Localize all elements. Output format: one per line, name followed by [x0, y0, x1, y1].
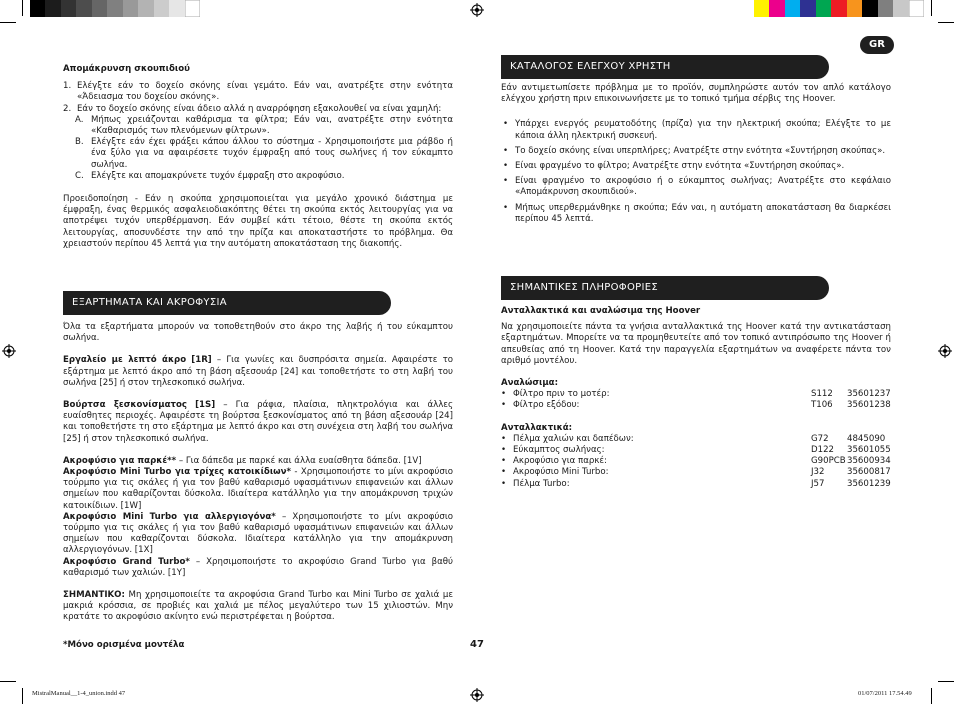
accessory-paragraph: Ακροφύσιο Mini Turbo για αλλεργιογόνα* – Χρησιμοποιήστε το μίνι ακροφύσιο τούρμπο για τις σκάλες ή για τον βαθύ καθαρισμό υφασμάτινων επιφανειών και άλλων σημείων που καθαρίζονται δύσκολα. Ιδιαίτερα κατάλληλο για την απομάκρυνση αλλεργιογόνων. [1X] [63, 511, 454, 556]
color-swatch [785, 0, 801, 17]
color-swatch [847, 0, 863, 17]
color-swatch [185, 0, 201, 17]
grayscale-color-bar [30, 0, 200, 17]
subtitle: Ανταλλακτικά και αναλώσιμα της Hoover [501, 306, 701, 316]
file-slug: MistralManual__1-4_union.indd 47 [32, 690, 126, 697]
intro-paragraph: Να χρησιμοποιείτε πάντα τα γνήσια ανταλλακτικά της Hoover κατά την αντικατάσταση εξαρτημάτων. Μπορείτε να τα προμηθευτείτε από τον τοπικό αντιπρόσωπο της Hoover ή απευθείας από τη Hoover. Κατά την παραγγελία εξαρτημάτων να αναφέρετε πάντα τον αριθμό μοντέλου. [501, 322, 891, 366]
footnote: *Μόνο ορισμένα μοντέλα [63, 640, 185, 650]
registration-mark-left [2, 344, 16, 358]
part-row: • Ακροφύσιο για παρκέ: G90PCB 35600934 [501, 456, 891, 467]
checklist-item: • Μήπως υπερθερμάνθηκε η σκούπα; Εάν ναι, η αυτόματη αποκατάσταση θα διαρκέσει περίπου 45 λεπτά. [503, 202, 891, 224]
color-swatch [816, 0, 832, 17]
part-name: Πέλμα Turbo: [513, 478, 570, 489]
part-number: 35601237 [847, 389, 891, 400]
part-row: • Πέλμα χαλιών και δαπέδων: G72 4845090 [501, 433, 886, 444]
part-name: Φίλτρο πριν το μοτέρ: [513, 389, 610, 400]
color-swatch [92, 0, 108, 17]
crop-mark [931, 688, 932, 704]
part-number: 4845090 [847, 433, 886, 444]
list-item: 2. Εάν το δοχείο σκόνης είναι άδειο αλλά η αναρρόφηση εξακολουθεί να είναι χαμηλή: [63, 103, 442, 114]
part-code: S112 [811, 389, 833, 400]
accessory-paragraph: Ακροφύσιο για παρκέ** – Για δάπεδα με παρκέ και άλλα ευαίσθητα δάπεδα. [1V] [63, 455, 422, 466]
checklist-item: • Είναι φραγμένο το ακροφύσιο ή ο εύκαμπτος σωλήνας; Ανατρέξτε στο κεφάλαιο «Απομάκρυνση σκουπιδιού». [503, 176, 891, 198]
section-bar-checklist: ΚΑΤΑΛΟΓΟΣ ΕΛΕΓΧΟΥ ΧΡΗΣΤΗ [501, 55, 829, 79]
part-name: Πέλμα χαλιών και δαπέδων: [513, 433, 634, 444]
part-code: D122 [811, 444, 835, 455]
color-swatch [909, 0, 925, 17]
left-section-troubleshooting [63, 64, 453, 250]
list-item: 1. Ελέγξτε εάν το δοχείο σκόνης είναι γεμάτο. Εάν ναι, ανατρέξτε στην ενότητα «Άδειασμα του δοχείου σκόνης». [63, 81, 453, 103]
section-title: Απομάκρυνση σκουπιδιού [63, 64, 190, 74]
color-swatch [107, 0, 123, 17]
spares-title: Ανταλλακτικά: [501, 422, 573, 433]
checklist-item: • Υπάρχει ενεργός ρευματοδότης (πρίζα) για την ηλεκτρική σκούπα; Ελέγξτε το με κάποια άλλη ηλεκτρική συσκευή. [503, 119, 891, 141]
crop-mark [931, 0, 932, 16]
date-slug: 01/07/2011 17.54.49 [858, 690, 912, 697]
registration-mark-bottom [470, 688, 484, 702]
part-code: T106 [811, 400, 833, 411]
language-badge: GR [860, 36, 894, 54]
part-number: 35601055 [847, 444, 891, 455]
checklist-item: • Είναι φραγμένο το φίλτρο; Ανατρέξτε στην ενότητα «Συντήρηση σκούπας». [503, 161, 845, 172]
part-name: Φίλτρο εξόδου: [513, 400, 580, 411]
color-swatch [893, 0, 909, 17]
color-swatch [754, 0, 770, 17]
section-bar-important-info: ΣΗΜΑΝΤΙΚΕΣ ΠΛΗΡΟΦΟΡΙΕΣ [501, 276, 829, 300]
right-section-checklist [501, 83, 891, 229]
intro-paragraph: Εάν αντιμετωπίσετε πρόβλημα με το προϊόν, συμπληρώστε αυτόν τον απλό κατάλογο ελέγχου χρήστη πριν επικοινωνήσετε με το τοπικό τμήμα σέρβις της Hoover. [501, 83, 891, 105]
crop-mark [0, 22, 16, 23]
section-bar-accessories: ΕΞΑΡΤΗΜΑΤΑ ΚΑΙ ΑΚΡΟΦΥΣΙΑ [63, 291, 391, 315]
spares-list [501, 434, 891, 490]
registration-mark-right [938, 344, 952, 358]
part-name: Ακροφύσιο Mini Turbo: [513, 467, 609, 478]
part-row: • Εύκαμπτος σωλήνας: D122 35601055 [501, 444, 891, 455]
color-swatch [154, 0, 170, 17]
accessory-paragraph: Εργαλείο με λεπτό άκρο [1R] – Για γωνίες και δυσπρόσιτα σημεία. Αφαιρέστε το εξάρτημα με λεπτό άκρο από τη βάση αξεσουάρ [24] και τοποθετήστε το στη λαβή του σωλήνα [25] ή στον τηλεσκοπικό σωλήνα. [63, 355, 453, 388]
consumables-list [501, 389, 891, 411]
checklist [501, 119, 891, 225]
crop-mark [938, 22, 954, 23]
crop-mark [0, 681, 16, 682]
color-swatch [769, 0, 785, 17]
warning-paragraph: Προειδοποίηση - Εάν η σκούπα χρησιμοποιείται για μεγάλο χρονικό διάστημα με έμφραξη, ένας θερμικός ασφαλειοδιακόπτης θέτει τη σκούπα εκτός λειτουργίας για να αποτρέψει τυχόν υπερθέρμανση. Εάν συμβεί κάτι τέτοιο, θέστε τη σκούπα εκτός λειτουργίας, αποσυνδέστε την από την πρίζα και αποκαταστήστε το πρόβλημα. Θα χρειαστούν περίπου 45 λεπτά για την αυτόματη αποκατάσταση της διακοπής. [63, 194, 453, 249]
color-swatch [45, 0, 61, 17]
intro-paragraph: Όλα τα εξαρτήματα μπορούν να τοποθετηθούν στο άκρο της λαβής ή του εύκαμπτου σωλήνα. [63, 322, 453, 344]
left-section-accessories [63, 322, 453, 624]
part-name: Ακροφύσιο για παρκέ: [513, 456, 607, 467]
part-name: Εύκαμπτος σωλήνας: [513, 444, 605, 455]
crop-mark [22, 688, 23, 704]
sub-list-item: A. Μήπως χρειάζονται καθάρισμα τα φίλτρα; Εάν ναι, ανατρέξτε στην ενότητα «Καθαρισμός των πλενόμενων φίλτρων». [75, 114, 453, 137]
part-row: • Φίλτρο εξόδου: T106 35601238 [501, 400, 891, 411]
color-swatch [123, 0, 139, 17]
part-code: J57 [811, 478, 825, 489]
sub-list-item: B. Ελέγξτε εάν έχει φράξει κάπου άλλου το σύστημα - Χρησιμοποιήστε μια ράβδο ή ένα ξύλο για να αφαιρέσετε τυχόν έμφραξη από τους σωλήνες ή τον εύκαμπτο σωλήνα. [75, 137, 453, 170]
part-row: • Ακροφύσιο Mini Turbo: J32 35600817 [501, 467, 891, 478]
color-swatch [30, 0, 46, 17]
color-swatch [138, 0, 154, 17]
part-number: 35600934 [847, 456, 891, 467]
part-code: G90PCB [811, 456, 846, 467]
color-swatch [800, 0, 816, 17]
color-swatch [862, 0, 878, 17]
sub-list-item: C. Ελέγξτε και απομακρύνετε τυχόν έμφραξη στο ακροφύσιο. [75, 170, 345, 181]
checklist-item: • Το δοχείο σκόνης είναι υπερπλήρες; Ανατρέξτε στην ενότητα «Συντήρηση σκούπας». [503, 145, 886, 156]
part-number: 35600817 [847, 467, 891, 478]
part-code: G72 [811, 433, 829, 444]
part-row: • Πέλμα Turbo: J57 35601239 [501, 478, 891, 489]
part-number: 35601238 [847, 400, 891, 411]
accessory-paragraph: Ακροφύσιο Grand Turbo* – Χρησιμοποιήστε το ακροφύσιο Grand Turbo για βαθύ καθαρισμό των χαλιών. [1Y] [63, 556, 454, 578]
color-swatch [61, 0, 77, 17]
accessory-paragraph: Ακροφύσιο Mini Turbo για τρίχες κατοικίδιων* - Χρησιμοποιήστε το μίνι ακροφύσιο τούρμπο για τις σκάλες ή για τον βαθύ καθαρισμό υφασμάτινων επιφανειών και άλλων σημείων που καθαρίζονται δύσκολα. Ιδιαίτερα κατάλληλο για την απομάκρυνση τριχών κατοικίδιων. [1W] [63, 467, 453, 511]
color-swatch [76, 0, 92, 17]
right-section-parts [501, 306, 891, 490]
part-row: • Φίλτρο πριν το μοτέρ: S112 35601237 [501, 389, 891, 400]
page-number: 47 [470, 639, 484, 650]
registration-mark-top [470, 3, 484, 17]
process-color-bar [754, 0, 924, 17]
consumables-title: Αναλώσιμα: [501, 378, 559, 389]
part-code: J32 [811, 467, 825, 478]
color-swatch [878, 0, 894, 17]
color-swatch [831, 0, 847, 17]
crop-mark [22, 0, 23, 16]
crop-mark [938, 681, 954, 682]
color-swatch [169, 0, 185, 17]
part-number: 35601239 [847, 478, 891, 489]
accessory-paragraph: Βούρτσα ξεσκονίσματος [1S] – Για ράφια, πλαίσια, πληκτρολόγια και άλλες ευαίσθητες περιοχές. Αφαιρέστε τη βούρτσα ξεσκονίσματος από τη βάση αξεσουάρ [24] και τοποθετήστε τη στο εξάρτημα με λεπτό άκρο και στη συνέχεια στη λαβή του σωλήνα [25] ή στον τηλεσκοπικό σωλήνα. [63, 400, 453, 444]
important-paragraph: ΣΗΜΑΝΤΙΚΟ: Μη χρησιμοποιείτε τα ακροφύσια Grand Turbo και Mini Turbo σε χαλιά με μακριά κρόσσια, σε προβιές και χαλιά με πέλος μεγαλύτερο των 15 χιλιοστών. Μην κρατάτε το ακροφύσιο ακίνητο ενώ περιστρέφεται η βούρτσα. [63, 590, 453, 623]
